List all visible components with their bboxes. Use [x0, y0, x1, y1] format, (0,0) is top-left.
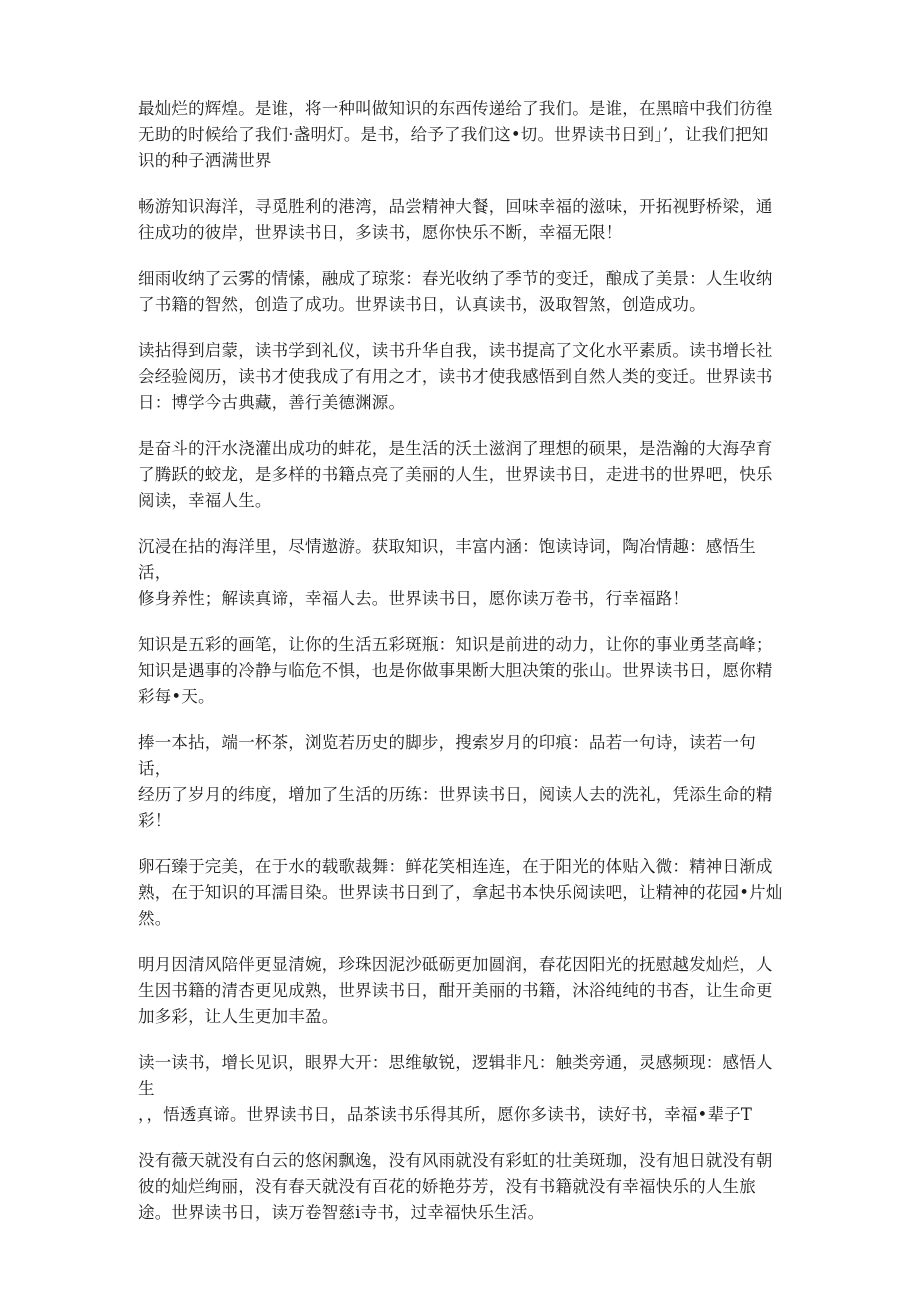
paragraph-8: 捧一本拈，端一杯茶，浏览若历史的脚步，搜索岁月的印痕：品若一句诗，读若一句话， 经历了岁月的纬度，增加了生活的历练：世界读书日，阅读人去的洗礼，凭添生命的精 彩！	[138, 733, 773, 830]
paragraph-6: 沉浸在拈的海洋里，尽情遨游。获取知识，丰富内涵：饱读诗词，陶冶情趣：感悟生活， 修身养性；解读真谛，幸福人去。世界读书日，愿你读万卷书，行幸福路！	[138, 537, 756, 608]
paragraph-3: 细雨收纳了云雾的情愫，融成了琼浆：春光收纳了季节的变迁，酿成了美景：人生收纳 了书籍的智然，创造了成功。世界读书日，认真读书，汲取智煞，创造成功。	[138, 269, 773, 314]
document-body	[138, 96, 788, 1246]
paragraph-5: 是奋斗的汗水浇灌出成功的蚌花，是生活的沃土滋润了理想的硕果，是浩瀚的大海孕育 了腾跃的蛟龙，是多样的书籍点亮了美丽的人生，世界读书日，走进书的世界吧，快乐 阅读，幸福人生。	[138, 439, 773, 510]
paragraph-10: 明月因清风陪伴更显清婉，珍珠因泥沙砥砺更加圆润，春花因阳光的抚慰越发灿烂，人 生因书籍的清杏更见成熟，世界读书日，酣开美丽的书籍，沐浴纯纯的书杳，让生命更 加多彩，让人生更加丰盈。	[138, 955, 773, 1026]
paragraph-9: 卵石臻于完美，在于水的载歌裁舞：鲜花笑相连连，在于阳光的体贴入微：精神日渐成 熟，在于知识的耳濡目染。世界读书日到了，拿起书本快乐阅读吧，让精神的花园•片灿 然。	[138, 857, 783, 928]
paragraph-4: 读拈得到启蒙，读书学到礼仪，读书升华自我，读书提高了文化水平素质。读书增长社 会经验阅历，读书才使我成了有用之才，读书才使我感悟到自然人类的变迁。世界读书 日：博学今古典藏，善行美德渊源。	[138, 341, 773, 412]
paragraph-11: 读一读书，增长见识，眼界大开：思维敏锐，逻辑非凡：触类旁通，灵感频现：感悟人生 ，，悟透真谛。世界读书日，品茶读书乐得其所，愿你多读书，读好书，幸福•辈子T	[138, 1053, 773, 1124]
paragraph-1: 最灿烂的辉煌。是谁，将一种叫做知识的东西传递给了我们。是谁，在黑暗中我们彷徨 无助的时候给了我们·盏明灯。是书，给予了我们这•切。世界读书日到」’，让我们把知 识的种子洒满世界	[138, 99, 773, 170]
paragraph-2: 畅游知识海洋，寻觅胜利的港湾，品尝精神大餐，回味幸福的滋味，开拓视野桥梁，通 往成功的彼岸，世界读书日，多读书，愿你快乐不断，幸福无限！	[138, 197, 773, 242]
paragraph-7: 知识是五彩的画笔，让你的生活五彩斑瓶：知识是前进的动力，让你的事业勇茎高峰； 知识是遇事的冷静与临危不惧，也是你做事果断大胆决策的张山。世界读书日，愿你精 彩每•天。	[138, 635, 773, 706]
paragraph-12: 没有薇天就没有白云的悠闲飘逸，没有风雨就没有彩虹的壮美斑珈，没有旭日就没有朝 彼的灿烂绚丽，没有春天就没有百花的娇艳芬芳，没有书籍就没有幸福快乐的人生旅 途。世界读书日，读万卷智慈i寺书，过幸福快乐生活。	[138, 1151, 773, 1222]
